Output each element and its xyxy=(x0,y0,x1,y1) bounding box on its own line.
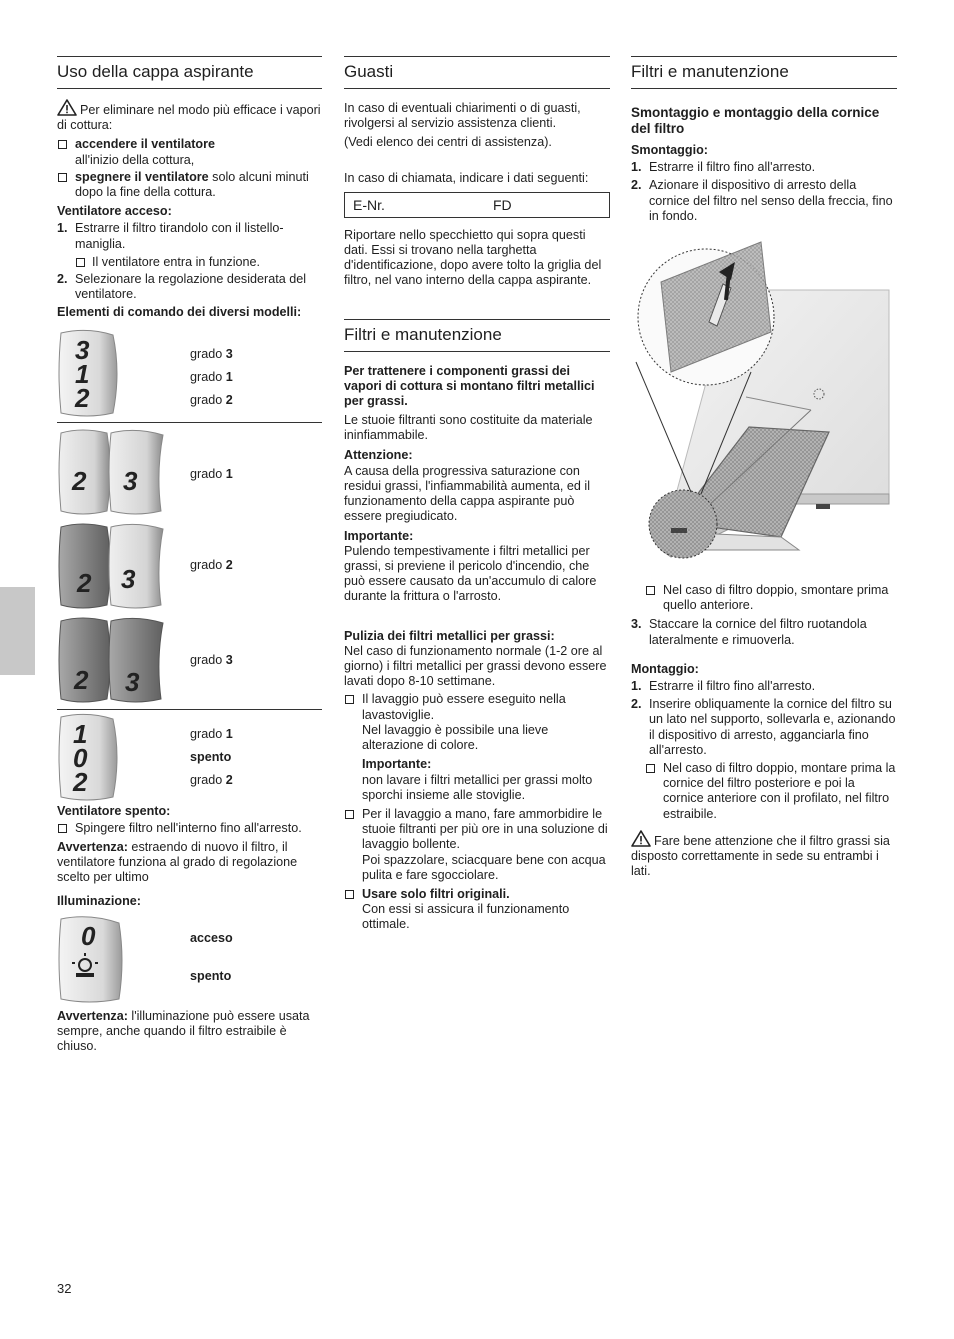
rocker-switch-312[interactable] xyxy=(57,329,119,417)
check-bold: spegnere il ventilatore xyxy=(75,169,209,184)
level-label: grado 3 xyxy=(190,652,233,667)
warning-triangle-icon xyxy=(57,99,77,116)
filter-frame-illustration xyxy=(631,232,897,577)
section-title-usage: Uso della cappa aspirante xyxy=(57,56,322,89)
cleaning-check-2: Per il lavaggio a mano, fare ammorbidire le stuoie filtranti per più ore in una soluzione di lavaggio bollente. Poi spazzolare, sciacquare bene con acqua pulita e fare sgocciolare. xyxy=(344,807,610,883)
light-off-label: spento xyxy=(190,968,232,983)
attention-heading: Attenzione: xyxy=(344,447,413,462)
mounting-step-2-sub: Nel caso di filtro doppio, montare prima la cornice del filtro posteriore e poi la cornice anteriore con il profilato, nel filtro estraibile. xyxy=(645,761,897,822)
filters-intro: Per trattenere i componenti grassi dei vapori di cottura si montano filtri metallici per grassi. xyxy=(344,363,595,409)
cleaning-check-1: Il lavaggio può essere eseguito nella lavastoviglie. Nel lavaggio è possibile una lieve alterazione di colore. Importante: non lavare i filtri metallici per grassi molto sporchi insieme alle stoviglie. xyxy=(344,692,610,802)
column-usage xyxy=(57,56,322,1058)
step-1 xyxy=(57,221,322,251)
light-on-label: acceso xyxy=(190,930,233,945)
enr-label: E-Nr. xyxy=(353,196,385,213)
section-title-filters: Filtri e manutenzione xyxy=(344,319,610,352)
digit-left: 2 xyxy=(74,664,89,695)
digit-0: 0 xyxy=(81,920,96,951)
section-title-faults: Guasti xyxy=(344,56,610,89)
mounting-heading: Montaggio: xyxy=(631,661,699,676)
level-label: grado 2 xyxy=(190,392,233,407)
rocker-switch-102[interactable] xyxy=(57,713,119,801)
filters-p6: Le stuoie filtranti sono costituite da materiale ininfiammabile. xyxy=(344,413,593,443)
important-text: Pulendo tempestivamente i filtri metallici per grassi, si previene il pericolo d'incendio, che può essere causato da un'accumulo di calore durante la frittura o l'arrosto. xyxy=(344,543,597,604)
column-faults xyxy=(344,56,610,935)
removal-heading: Smontaggio: xyxy=(631,143,708,157)
digit-right: 3 xyxy=(121,563,136,594)
fan-on-heading: Ventilatore acceso: xyxy=(57,204,172,219)
check-rest: solo alcuni minuti dopo la fine della cottura. xyxy=(75,169,309,200)
level-label: grado 1 xyxy=(190,466,233,481)
check-rest: all'inizio della cottura, xyxy=(75,152,195,167)
fan-off-check: Spingere filtro nell'interno fino all'arresto. xyxy=(57,821,322,836)
cleaning-check-3: Usare solo filtri originali. Con essi si assicura il funzionamento ottimale. xyxy=(344,887,610,933)
note-paragraph-1: Avvertenza: estraendo di nuovo il filtro, il ventilatore funziona al grado di regolazione scelto per ultimo xyxy=(57,840,298,885)
level-label: grado 3 xyxy=(190,346,233,361)
light-labels xyxy=(190,931,233,992)
faults-p3: In caso di chiamata, indicare i dati seguenti: xyxy=(344,170,589,185)
digit-0: 0 xyxy=(73,742,88,773)
faults-p1: In caso di eventuali chiarimenti o di guasti, rivolgersi al servizio assistenza clienti. xyxy=(344,101,581,131)
step-text: Estrarre il filtro tirandolo con il listello-maniglia. xyxy=(75,221,284,251)
attention-text: A causa della progressiva saturazione con residui grassi, l'infiammabilità aumenta, ed il funzionamento della cappa aspirante può essere pregiudicato. xyxy=(344,463,590,524)
control-2-labels xyxy=(190,467,233,490)
frame-heading: Smontaggio e montaggio della cornice del filtro xyxy=(631,105,880,136)
check-bold: accendere il ventilatore xyxy=(75,137,215,152)
level-label: grado 1 xyxy=(190,369,233,384)
step-number: 1. xyxy=(57,221,68,236)
cleaning-heading: Pulizia dei filtri metallici per grassi: xyxy=(344,628,555,643)
step-1-sub: Il ventilatore entra in funzione. xyxy=(75,255,322,270)
removal-step-1: 1. Estrarre il filtro fino all'arresto. xyxy=(631,160,816,175)
control-5-labels xyxy=(190,727,233,796)
faults-p2: (Vedi elenco dei centri di assistenza). xyxy=(344,135,552,150)
cleaning-text: Nel caso di funzionamento normale (1-2 ore al giorno) i filtri metallici per grassi devono essere lavati dopo 8-10 settimane. xyxy=(344,643,607,689)
fan-off-heading: Ventilatore spento: xyxy=(57,803,171,818)
digit-left: 2 xyxy=(77,567,92,598)
warning-text: Per eliminare nel modo più efficace i vapori di cottura: xyxy=(57,103,321,133)
removal-step-2-sub: Nel caso di filtro doppio, smontare prima quello anteriore. xyxy=(645,583,897,613)
digit-right: 3 xyxy=(125,666,140,697)
controls-heading: Elementi di comando dei diversi modelli: xyxy=(57,305,302,320)
warning-paragraph xyxy=(57,99,322,133)
control-model-2a xyxy=(57,423,322,519)
maintenance-warning: Fare bene attenzione che il filtro grassi sia disposto correttamente in sede su entrambi i lati. xyxy=(631,830,897,880)
control-model-2b xyxy=(57,519,322,613)
light-rocker-switch[interactable] xyxy=(57,915,125,1003)
warning-triangle-icon xyxy=(631,830,651,847)
twin-buttons-level-1[interactable] xyxy=(57,427,169,517)
step-text: Selezionare la regolazione desiderata del ventilatore. xyxy=(75,272,307,302)
mounting-step-1: 1. Estrarre il filtro fino all'arresto. xyxy=(631,679,816,694)
step-number: 2. xyxy=(57,272,68,287)
control-model-3 xyxy=(57,710,322,804)
level-label: grado 1 xyxy=(190,726,233,741)
fd-label: FD xyxy=(493,196,512,213)
step-2 xyxy=(57,272,322,302)
section-title-maintenance: Filtri e manutenzione xyxy=(631,56,897,89)
chapter-tab-marker xyxy=(0,587,35,675)
light-heading: Illuminazione: xyxy=(57,893,141,908)
digit-right: 3 xyxy=(123,465,138,496)
check-item-fan-on xyxy=(57,137,322,167)
faults-p4: Riportare nello specchietto qui sopra questi dati. Essi si trovano nella targhetta d'identificazione, dopo avere tolto la griglia del filtro, nel vano interno della cappa aspirante. xyxy=(344,227,602,288)
twin-buttons-level-3[interactable] xyxy=(57,615,169,705)
digit-2: 2 xyxy=(75,382,90,413)
control-light xyxy=(57,913,322,1007)
check-item-fan-off xyxy=(57,170,322,200)
digit-left: 2 xyxy=(72,465,87,496)
twin-buttons-level-2[interactable] xyxy=(57,521,169,611)
digit-1: 1 xyxy=(75,358,90,389)
column-maintenance xyxy=(631,56,897,883)
control-4-labels xyxy=(190,653,233,676)
enr-fd-box[interactable] xyxy=(344,192,610,218)
level-label: spento xyxy=(190,749,232,764)
mounting-step-2: 2. Inserire obliquamente la cornice del filtro su un lato nel supporto, sollevarla e, azionando il dispositivo di arresto, agganciarla fino all'arresto. xyxy=(631,697,896,757)
control-3-labels xyxy=(190,558,233,581)
level-label: grado 2 xyxy=(190,557,233,572)
digit-1: 1 xyxy=(73,718,88,749)
digit-3: 3 xyxy=(75,334,90,365)
level-label: grado 2 xyxy=(190,772,233,787)
control-model-1 xyxy=(57,327,322,423)
note-paragraph-2: Avvertenza: l'illuminazione può essere usata sempre, anche quando il filtro estraibile è chiuso. xyxy=(57,1008,310,1054)
removal-step-3: 3. Staccare la cornice del filtro ruotandola lateralmente e rimuoverla. xyxy=(631,617,867,647)
page-number: 32 xyxy=(57,1281,72,1296)
removal-step-2: 2. Azionare il dispositivo di arresto della cornice del filtro nel senso della freccia, fino in fondo. xyxy=(631,178,893,223)
control-1-labels xyxy=(190,347,233,416)
important-heading: Importante: xyxy=(344,528,414,543)
control-model-2c xyxy=(57,613,322,710)
digit-2: 2 xyxy=(73,766,88,797)
